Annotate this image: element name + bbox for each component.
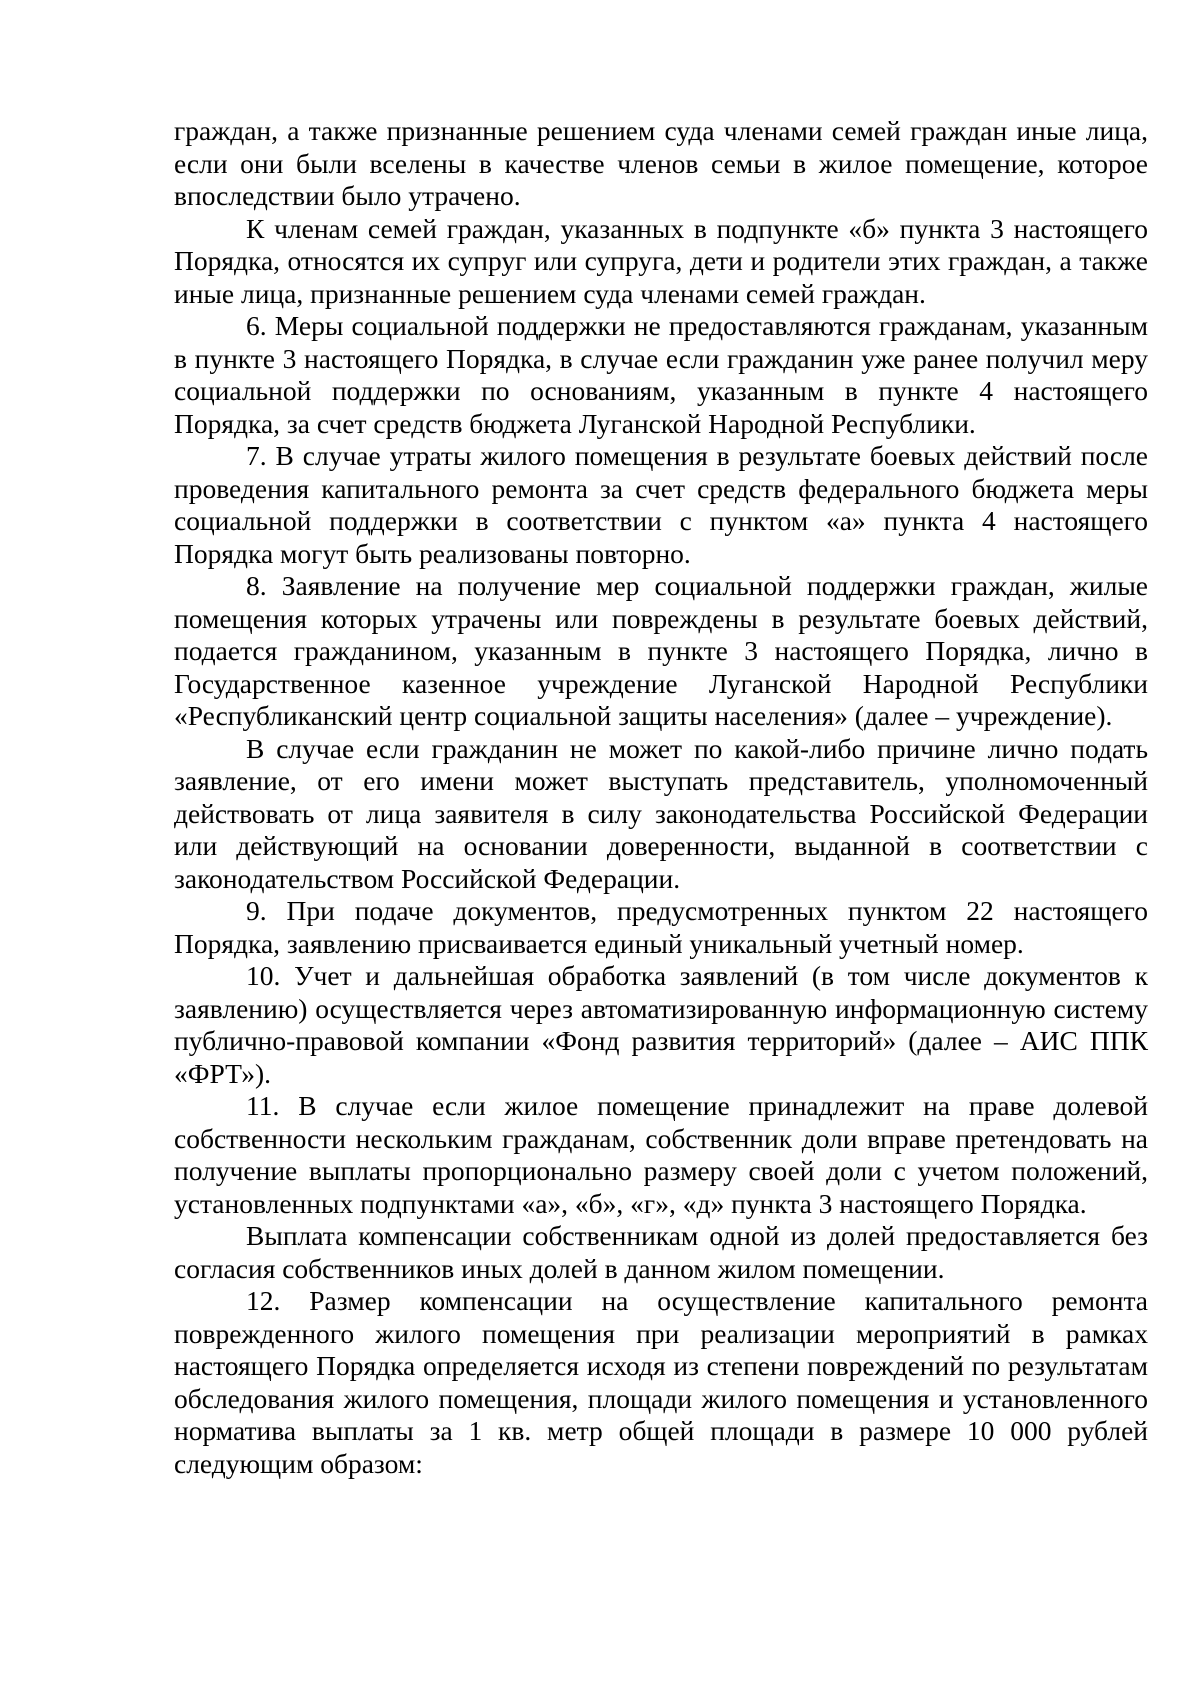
paragraph-9: 11. В случае если жилое помещение принадлежит на праве долевой собственности нескольким гражданам, собственник доли вправе претендовать на получение выплаты пропорционально размеру своей доли с учетом положений, установленных подпунктами «а», «б», «г», «д» пункта 3 настоящего Порядка. [174,1090,1148,1219]
paragraph-2: К членам семей граждан, указанных в подпункте «б» пункта 3 настоящего Порядка, относятся их супруг или супруга, дети и родители этих граждан, а также иные лица, признанные решением суда членами семей граждан. [174,212,1148,309]
paragraph-10: Выплата компенсации собственникам одной из долей предоставляется без согласия собственников иных долей в данном жилом помещении. [174,1220,1148,1284]
paragraph-1: граждан, а также признанные решением суда членами семей граждан иные лица, если они были вселены в качестве членов семьи в жилое помещение, которое впоследствии было утрачено. [174,115,1148,211]
paragraph-5: 8. Заявление на получение мер социальной поддержки граждан, жилые помещения которых утрачены или повреждены в результате боевых действий, подается гражданином, указанным в пункте 3 настоящего Порядка, лично в Государственное казенное учреждение Луганской Народной Республики «Республиканский центр социальной защиты населения» (далее – учреждение). [174,570,1148,731]
paragraph-4: 7. В случае утраты жилого помещения в результате боевых действий после проведения капитального ремонта за счет средств федерального бюджета меры социальной поддержки в соответствии с пунктом «а» пункта 4 настоящего Порядка могут быть реализованы повторно. [174,440,1148,569]
paragraph-3: 6. Меры социальной поддержки не предоставляются гражданам, указанным в пункте 3 настоящего Порядка, в случае если гражданин уже ранее получил меру социальной поддержки по основаниям, указанным в пункте 4 настоящего Порядка, за счет средств бюджета Луганской Народной Республики. [174,310,1148,439]
paragraph-11: 12. Размер компенсации на осуществление капитального ремонта поврежденного жилого помещения при реализации мероприятий в рамках настоящего Порядка определяется исходя из степени повреждений по результатам обследования жилого помещения, площади жилого помещения и установленного норматива выплаты за 1 кв. метр общей площади в размере 10 000 рублей следующим образом: [174,1285,1148,1479]
paragraph-6: В случае если гражданин не может по какой-либо причине лично подать заявление, от его имени может выступать представитель, уполномоченный действовать от лица заявителя в силу законодательства Российской Федерации или действующий на основании доверенности, выданной в соответствии с законодательством Российской Федерации. [174,732,1148,894]
document-body [174,115,1148,1480]
paragraph-8: 10. Учет и дальнейшая обработка заявлений (в том числе документов к заявлению) осуществляется через автоматизированную информационную систему публично-правовой компании «Фонд развития территорий» (далее – АИС ППК «ФРТ»). [174,960,1148,1089]
paragraph-7: 9. При подаче документов, предусмотренных пунктом 22 настоящего Порядка, заявлению присваивается единый уникальный учетный номер. [174,895,1148,959]
